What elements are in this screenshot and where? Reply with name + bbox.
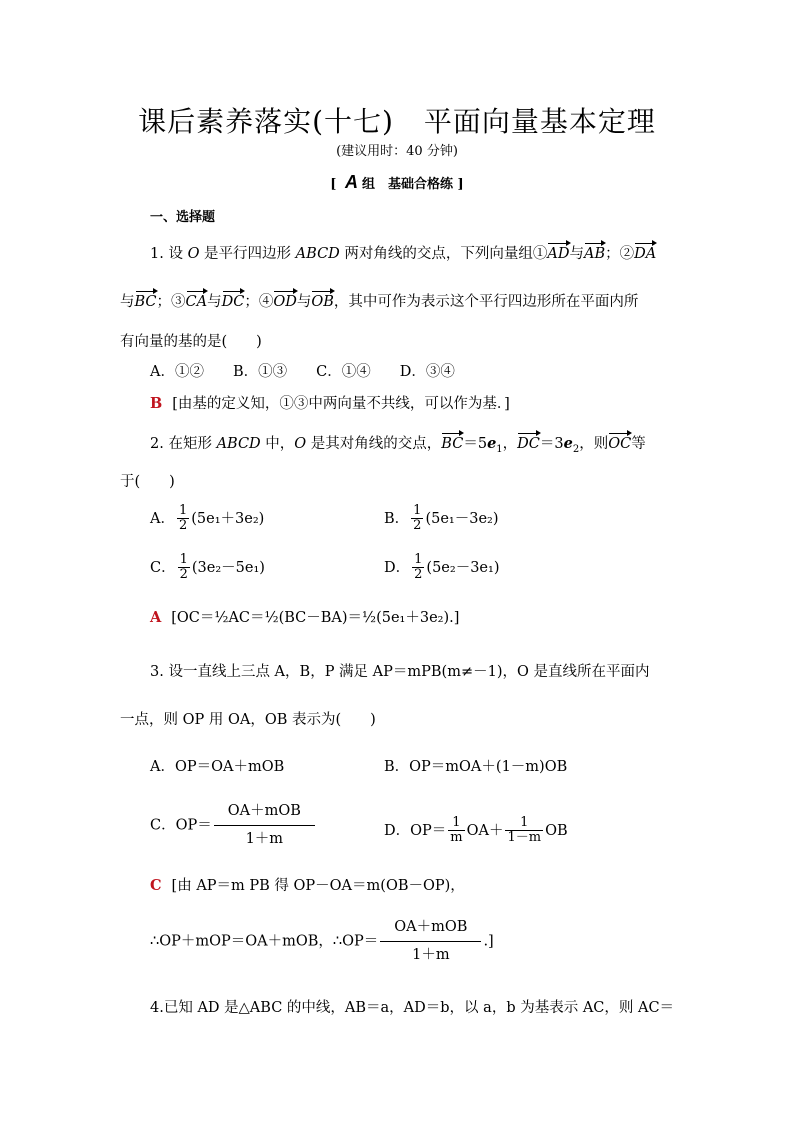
q1-options: A．①② B．①③ C．①④ D．③④ bbox=[150, 364, 455, 380]
vector-AD: AD bbox=[547, 246, 570, 262]
q2-s1: 1 bbox=[496, 443, 503, 455]
q3-option-d-f1-den: m bbox=[450, 830, 463, 846]
q3-option-d-f2-den: 1－m bbox=[507, 830, 542, 846]
fraction-half bbox=[411, 504, 423, 534]
q2-answer bbox=[150, 606, 459, 627]
q1-answer-letter: B bbox=[150, 395, 163, 412]
q1-and-4: 与 bbox=[296, 294, 312, 310]
q3-line-2: 一点，则 OP 用 OA，OB 表示为( ) bbox=[120, 712, 376, 728]
q3-option-d-f2-num: 1 bbox=[505, 816, 543, 831]
q2-option-d-half-num: 1 bbox=[414, 552, 423, 567]
q3-answer-end: .] bbox=[483, 933, 494, 950]
q3-option-d bbox=[384, 816, 568, 846]
q2-option-d-half-den: 2 bbox=[414, 567, 423, 583]
group-letter: A bbox=[344, 172, 358, 192]
q1-number: 1. bbox=[150, 246, 164, 262]
q2-option-a-body: (5e₁＋3e₂) bbox=[191, 510, 265, 527]
q4-line-1 bbox=[150, 996, 674, 1017]
q2-option-c-half-den: 2 bbox=[179, 567, 188, 583]
q2-then: ，则 bbox=[579, 436, 609, 452]
suggested-time: (建议用时：40 分钟) bbox=[336, 144, 458, 159]
q2-line-1 bbox=[150, 432, 646, 455]
title-left: 课后素养落实(十七) bbox=[138, 105, 394, 138]
q2-e2: e bbox=[563, 435, 573, 452]
q3-option-c-fraction bbox=[214, 802, 315, 849]
group-heading bbox=[0, 172, 794, 193]
q3-option-b: B．OP＝mOA＋(1－m)OB bbox=[384, 759, 568, 775]
q3-option-d-fraction-2 bbox=[505, 816, 543, 846]
q1-sep2: ；② bbox=[605, 246, 635, 262]
q3-option-c-num: OA＋mOB bbox=[214, 802, 315, 826]
title-right: 平面向量基本定理 bbox=[423, 105, 656, 138]
vector-OB: OB bbox=[311, 294, 334, 310]
vector-BC-2: BC bbox=[441, 436, 464, 452]
q3-option-d-end: OB bbox=[545, 822, 568, 839]
q2-answer-letter: A bbox=[150, 609, 162, 626]
vector-CA: CA bbox=[185, 294, 208, 310]
q2-option-b bbox=[384, 504, 499, 534]
q1-line-3: 有向量的基的是( ) bbox=[120, 334, 262, 350]
q1-answer bbox=[150, 392, 510, 413]
q3-text-1: 设一直线上三点 A，B，P 满足 AP＝mPB(m≠－1)，O 是直线所在平面内 bbox=[168, 664, 650, 680]
section-label: 一、选择题 bbox=[150, 210, 216, 225]
q3-option-a: A．OP＝OA＋mOB bbox=[150, 759, 285, 775]
fraction-half bbox=[412, 553, 424, 583]
q2-option-a-label: A． bbox=[150, 510, 175, 527]
q2-option-b-body: (5e₁－3e₂) bbox=[425, 510, 499, 527]
q3-option-d-fraction-1 bbox=[448, 816, 464, 846]
q1-line-1 bbox=[150, 242, 656, 263]
fraction-half bbox=[178, 553, 190, 583]
q2-option-c bbox=[150, 553, 265, 583]
q2-option-b-half-den: 2 bbox=[413, 518, 422, 534]
q1-answer-text: [由基的定义知，①③中两向量不共线，可以作为基．] bbox=[172, 396, 510, 412]
q2-option-b-label: B． bbox=[384, 510, 410, 527]
group-text: 组 基础合格练 bbox=[361, 177, 453, 192]
vector-DC: DC bbox=[221, 294, 245, 310]
q1-and: 与 bbox=[569, 246, 585, 262]
q1-and-3: 与 bbox=[207, 294, 222, 310]
q2-option-c-body: (3e₂－5e₁) bbox=[191, 559, 265, 576]
q2-option-d-body: (5e₂－3e₁) bbox=[426, 559, 500, 576]
q2-comma: ， bbox=[502, 436, 518, 452]
q3-answer-fraction bbox=[380, 918, 481, 965]
q2-deng: 等 bbox=[631, 436, 646, 452]
q3-option-c-label: C．OP＝ bbox=[150, 817, 212, 834]
q2-text-1: 在矩形 ABCD 中，O 是其对角线的交点， bbox=[168, 436, 442, 452]
q3-option-c-den: 1＋m bbox=[245, 830, 284, 847]
q3-option-d-mid: OA＋ bbox=[466, 822, 504, 839]
vector-BC: BC bbox=[134, 294, 157, 310]
q3-option-d-label: D．OP＝ bbox=[384, 822, 447, 839]
q1-line-2 bbox=[120, 290, 638, 311]
q1-sep3: ；③ bbox=[156, 294, 186, 310]
q3-answer-line-2 bbox=[150, 918, 494, 965]
q2-option-d bbox=[384, 553, 499, 583]
q4-number: 4. bbox=[150, 1000, 164, 1016]
q2-option-a bbox=[150, 504, 264, 534]
q2-option-a-half-den: 2 bbox=[178, 518, 188, 534]
q4-text-1: 已知 AD 是△ABC 的中线，AB＝a，AD＝b，以 a，b 为基表示 AC，则 AC＝ bbox=[163, 1000, 675, 1016]
q2-e1: e bbox=[487, 435, 497, 452]
q3-line-1 bbox=[150, 660, 650, 681]
q1-and-2: 与 bbox=[120, 294, 135, 310]
q3-answer-num: OA＋mOB bbox=[380, 918, 481, 942]
fraction-half bbox=[177, 504, 189, 534]
q2-option-b-half-num: 1 bbox=[413, 503, 422, 518]
vector-OC: OC bbox=[608, 436, 632, 452]
vector-DA: DA bbox=[634, 246, 657, 262]
q3-number: 3. bbox=[150, 664, 164, 680]
q2-option-c-half-num: 1 bbox=[179, 552, 188, 567]
q2-line-2: 于( ) bbox=[120, 474, 175, 490]
page-title bbox=[0, 100, 794, 140]
q3-answer-letter: C bbox=[150, 877, 162, 894]
vector-AB: AB bbox=[584, 246, 606, 262]
q3-answer-text-1: [由 AP＝m PB 得 OP－OA＝m(OB－OP)， bbox=[171, 878, 465, 894]
q3-answer-line-1 bbox=[150, 874, 465, 895]
q2-option-c-label: C． bbox=[150, 559, 176, 576]
q1-text-2: ，其中可作为表示这个平行四边形所在平面内所 bbox=[333, 294, 639, 310]
q2-s2: 2 bbox=[572, 443, 580, 455]
q3-answer-den: 1＋m bbox=[412, 946, 450, 963]
vector-DC-2: DC bbox=[517, 436, 540, 452]
q3-option-c bbox=[150, 802, 317, 849]
q2-number: 2. bbox=[150, 436, 164, 452]
q3-answer-text-2: ∴OP＋mOP＝OA＋mOB，∴OP＝ bbox=[150, 933, 379, 950]
vector-OD: OD bbox=[273, 294, 297, 310]
q2-option-d-label: D． bbox=[384, 559, 411, 576]
group-bracket-open: [ bbox=[330, 177, 337, 192]
q3-option-d-f1-num: 1 bbox=[448, 816, 464, 831]
q2-option-a-half-num: 1 bbox=[178, 503, 188, 518]
q2-eq1: ＝5 bbox=[463, 436, 488, 452]
q2-answer-text: [OC＝½AC＝½(BC－BA)＝½(5e₁＋3e₂).] bbox=[171, 610, 460, 626]
q1-text-1: 设 O 是平行四边形 ABCD 两对角线的交点，下列向量组① bbox=[168, 246, 548, 262]
q1-sep4: ；④ bbox=[244, 294, 274, 310]
group-bracket-close: ] bbox=[457, 177, 464, 192]
q2-eq2: ＝3 bbox=[539, 436, 564, 452]
